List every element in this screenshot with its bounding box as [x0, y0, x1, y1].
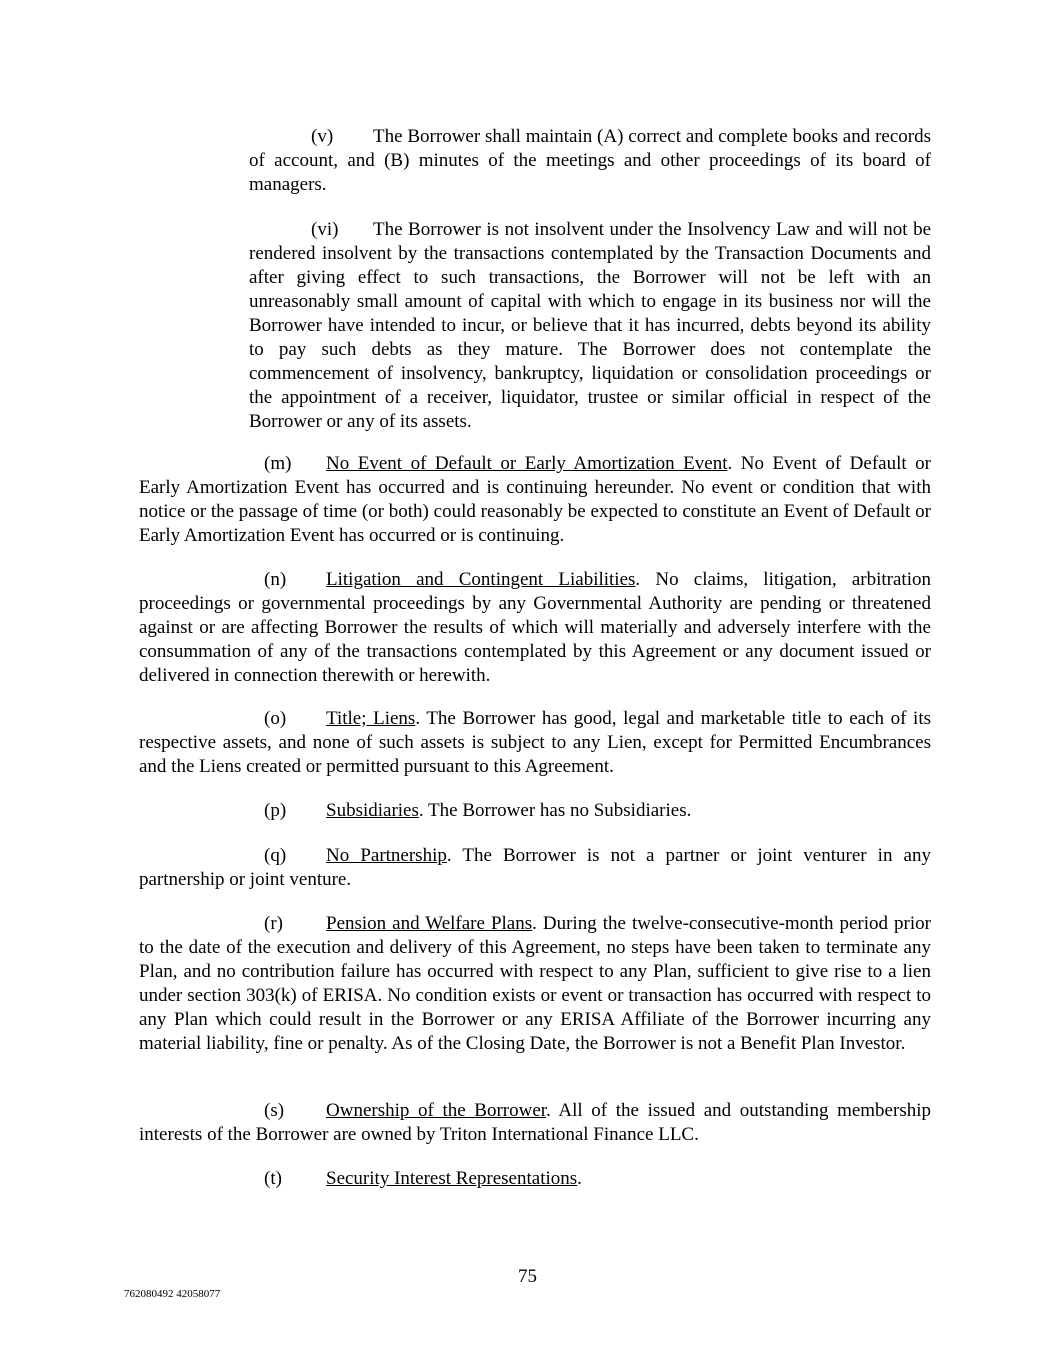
paragraph-number: (vi)	[311, 219, 339, 240]
paragraph-number: (n)	[264, 569, 287, 590]
paragraph-text: . The Borrower is not a partner or joint venturer in any partnership or joint venture.	[139, 845, 931, 890]
paragraph-s	[139, 1099, 931, 1147]
paragraph-number: (q)	[264, 845, 287, 866]
paragraph-text: .	[577, 1168, 582, 1189]
paragraph-heading: No Partnership	[326, 845, 447, 866]
paragraph-number: (m)	[264, 453, 292, 474]
paragraph-number: (r)	[264, 913, 283, 934]
paragraph-p	[139, 799, 931, 823]
paragraph-number: (s)	[264, 1100, 285, 1121]
paragraph-o	[139, 707, 931, 779]
paragraph-number: (o)	[264, 708, 287, 729]
paragraph-heading: Title; Liens	[326, 708, 416, 729]
paragraph-heading: Litigation and Contingent Liabilities	[326, 569, 636, 590]
paragraph-heading: No Event of Default or Early Amortization Event	[326, 453, 728, 474]
paragraph-number: (p)	[264, 800, 287, 821]
document-id: 762080492 42058077	[124, 1288, 221, 1300]
paragraph-heading: Subsidiaries	[326, 800, 419, 821]
paragraph-text: . The Borrower has no Subsidiaries.	[418, 800, 692, 821]
paragraph-q	[139, 844, 931, 892]
paragraph-r	[139, 912, 931, 1056]
paragraph-v	[249, 125, 931, 197]
paragraph-heading: Ownership of the Borrower	[326, 1100, 547, 1121]
page-number: 75	[518, 1266, 537, 1287]
paragraph-number: (t)	[264, 1168, 282, 1189]
paragraph-m	[139, 452, 931, 548]
paragraph-text: . No claims, litigation, arbitration proceedings or governmental proceedings by any Governmental Authority are pending or threatened against or are affecting Borrower the results of which will materially and adversely interfere with the consummation of any of the transactions contemplated by this Agreement or any document issued or delivered in connection therewith or herewith.	[139, 569, 931, 686]
paragraph-text: The Borrower is not insolvent under the Insolvency Law and will not be rendered insolvent by the transactions contemplated by the Transaction Documents and after giving effect to such transactions, the Borrower will not be left with an unreasonably small amount of capital with which to engage in its business nor will the Borrower have intended to incur, or believe that it has incurred, debts beyond its ability to pay such debts as they mature. The Borrower does not contemplate the commencement of insolvency, bankruptcy, liquidation or consolidation proceedings or the appointment of a receiver, liquidator, trustee or similar official in respect of the Borrower or any of its assets.	[249, 219, 931, 432]
paragraph-text: . The Borrower has good, legal and marketable title to each of its respective assets, and none of such assets is subject to any Lien, except for Permitted Encumbrances and the Liens created or permitted pursuant to this Agreement.	[139, 708, 931, 777]
paragraph-text: The Borrower shall maintain (A) correct and complete books and records of account, and (B) minutes of the meetings and other proceedings of its board of managers.	[249, 126, 931, 195]
paragraph-number: (v)	[311, 126, 334, 147]
paragraph-vi	[249, 218, 931, 434]
paragraph-text: . All of the issued and outstanding membership interests of the Borrower are owned by Triton International Finance LLC.	[139, 1100, 931, 1145]
paragraph-text: . No Event of Default or Early Amortization Event has occurred and is continuing hereunder. No event or condition that with notice or the passage of time (or both) could reasonably be expected to constitute an Event of Default or Early Amortization Event has occurred or is continuing.	[139, 453, 931, 546]
paragraph-t	[139, 1167, 931, 1191]
paragraph-heading: Security Interest Representations	[326, 1168, 578, 1189]
paragraph-n	[139, 568, 931, 688]
paragraph-heading: Pension and Welfare Plans	[326, 913, 533, 934]
paragraph-text: . During the twelve-consecutive-month period prior to the date of the execution and delivery of this Agreement, no steps have been taken to terminate any Plan, and no contribution failure has occurred with respect to any Plan, sufficient to give rise to a lien under section 303(k) of ERISA. No condition exists or event or transaction has occurred with respect to any Plan which could result in the Borrower or any ERISA Affiliate of the Borrower incurring any material liability, fine or penalty. As of the Closing Date, the Borrower is not a Benefit Plan Investor.	[139, 913, 931, 1054]
